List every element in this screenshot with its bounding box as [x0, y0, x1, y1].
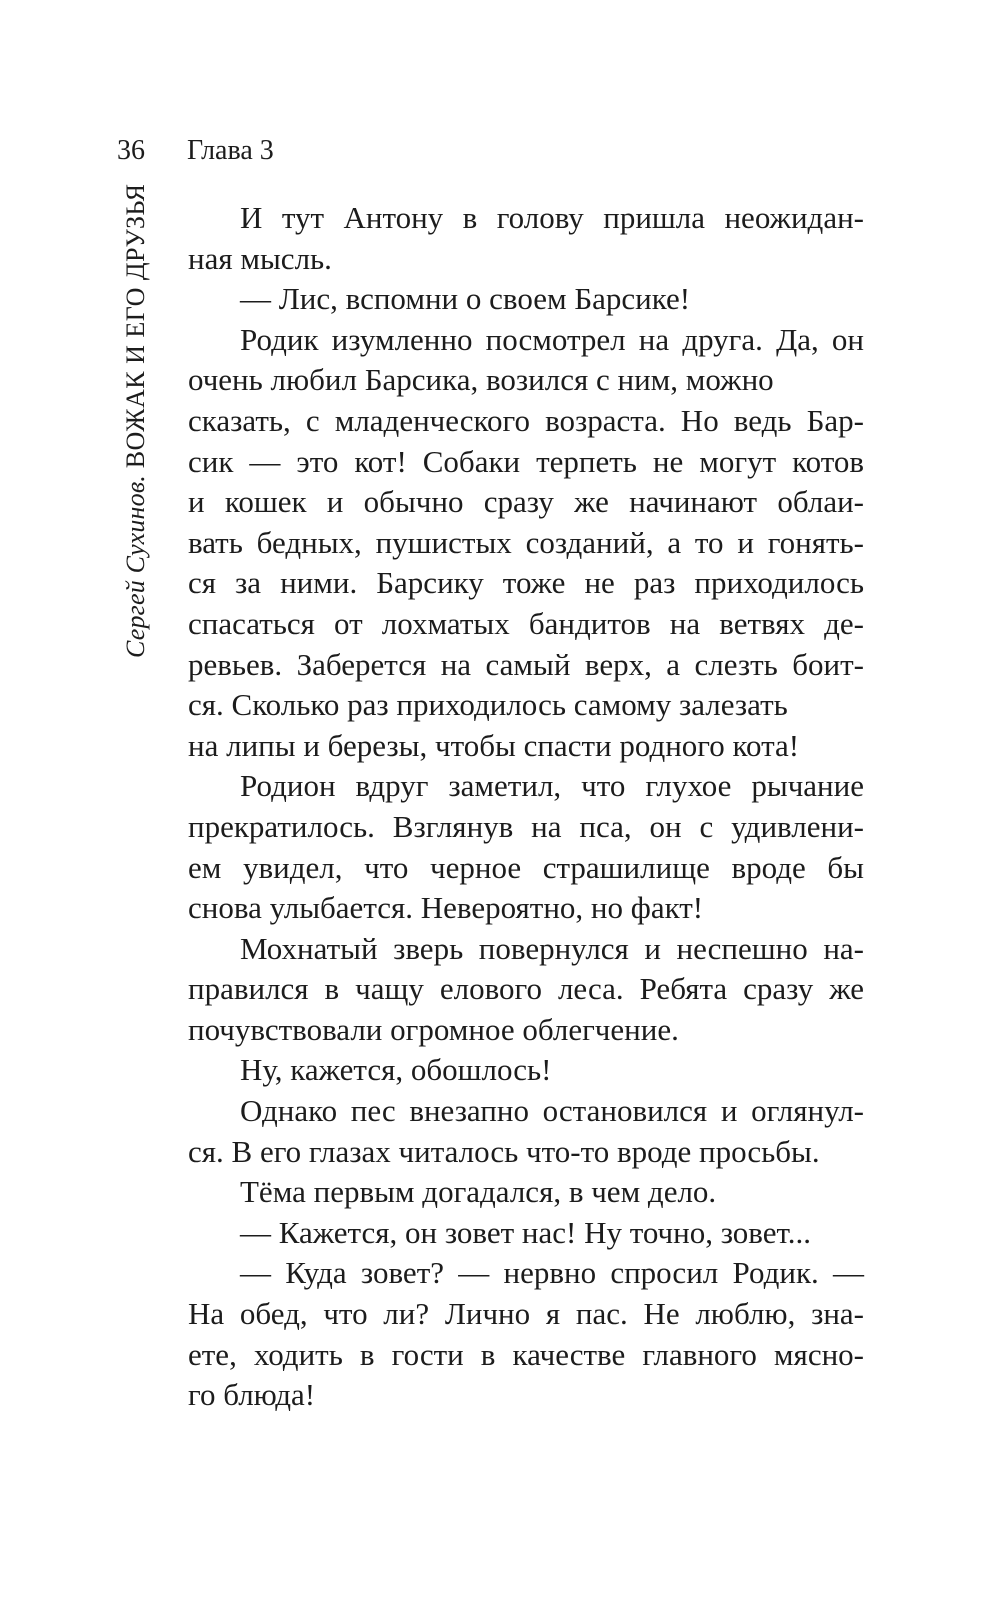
text-line: почувствовали огромное облегчение. [188, 1011, 679, 1047]
author-name: Сергей Сухинов. [121, 474, 150, 658]
book-title: ВОЖАК И ЕГО ДРУЗЬЯ [121, 183, 150, 469]
running-head [117, 134, 274, 168]
text-line: ревьев. Заберется на самый верх, а слезть боит- [188, 646, 864, 682]
text-line: снова улыбается. Невероятно, но факт! [188, 890, 704, 926]
text-line: сказать, с младенческого возраста. Но ведь Бар- [188, 402, 864, 438]
page-number: 36 [117, 135, 145, 166]
text-line: прекратилось. Взглянув на пса, он с удивлени- [188, 808, 864, 844]
chapter-title: Глава 3 [187, 135, 274, 166]
text-line: Родик изумленно посмотрел на друга. Да, он [240, 321, 864, 357]
text-line: правился в чащу елового леса. Ребята сразу же [188, 971, 864, 1007]
text-line: ем увидел, что черное страшилище вроде бы [188, 849, 864, 885]
text-line: Родион вдруг заметил, что глухое рычание [240, 768, 864, 804]
text-line: ете, ходить в гости в качестве главного мясно- [188, 1336, 864, 1372]
text-line: Ну, кажется, обошлось! [240, 1052, 552, 1088]
text-line: ся за ними. Барсику тоже не раз приходилось [188, 565, 864, 601]
text-line: очень любил Барсика, возился с ним, можно [188, 362, 774, 398]
text-line: На обед, что ли? Лично я пас. Не люблю, зна- [188, 1296, 864, 1332]
text-line: — Кажется, он зовет нас! Ну точно, зовет... [240, 1214, 811, 1250]
body-text [188, 198, 864, 1416]
text-line: Однако пес внезапно остановился и оглянул- [240, 1093, 864, 1129]
text-line: И тут Антону в голову пришла неожидан- [240, 200, 864, 235]
text-line: ная мысль. [188, 240, 332, 276]
text-line: и кошек и обычно сразу же начинают облаи- [188, 484, 864, 520]
text-line: Тёма первым догадался, в чем дело. [240, 1174, 717, 1210]
text-line: на липы и березы, чтобы спасти родного кота! [188, 727, 800, 763]
vertical-book-credit [118, 178, 154, 658]
text-line: ся. Сколько раз приходилось самому залезать [188, 687, 788, 723]
text-line: го блюда! [188, 1377, 316, 1413]
text-line: сик — это кот! Собаки терпеть не могут котов [188, 443, 864, 479]
text-line: — Лис, вспомни о своем Барсике! [240, 281, 691, 317]
text-line: спасаться от лохматых бандитов на ветвях де- [188, 605, 864, 641]
text-line: Мохнатый зверь повернулся и неспешно на- [240, 930, 864, 966]
text-line: ся. В его глазах читалось что-то вроде просьбы. [188, 1133, 820, 1169]
text-line: — Куда зовет? — нервно спросил Родик. — [240, 1255, 864, 1291]
text-line: вать бедных, пушистых созданий, а то и гонять- [188, 524, 864, 560]
